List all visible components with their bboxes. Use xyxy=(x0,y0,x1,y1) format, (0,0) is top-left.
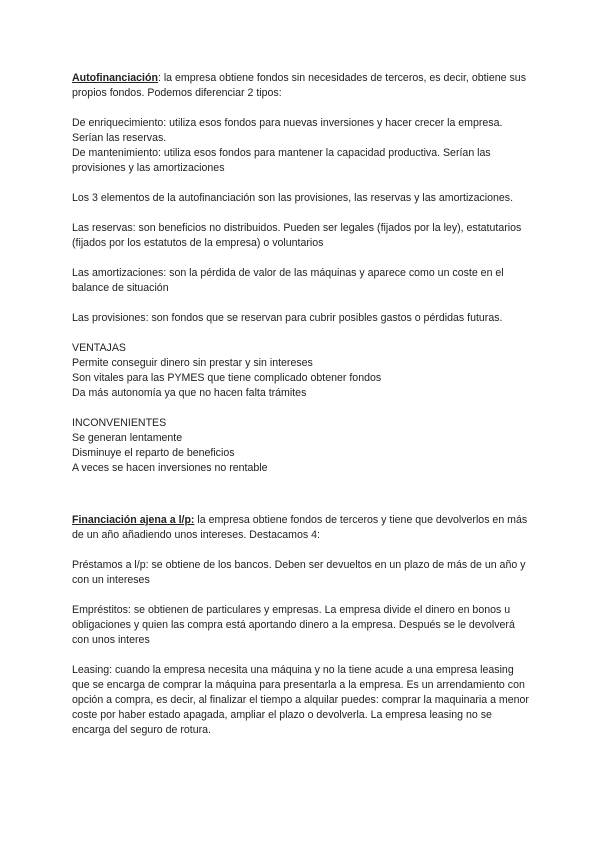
list-item: Da más autonomía ya que no hacen falta trámites xyxy=(72,387,307,399)
inconvenientes-title: INCONVENIENTES xyxy=(72,417,167,429)
leasing-paragraph: Leasing: cuando la empresa necesita una máquina y no la tiene acude a una empresa leasing que se encarga de comprar la máquina para presentarla a la empresa. Es un arrendamiento con opción a compra, es decir, al finalizar el tiempo a alquilar puedes: comprar la maquinaria a menor coste por haber estado apagada, ampliar el plazo o devolverla. La empresa leasing no se encarga del seguro de rotura. xyxy=(72,664,529,736)
financiacion-ajena-intro xyxy=(72,513,532,543)
enriquecimiento-paragraph: De enriquecimiento: utiliza esos fondos para nuevas inversiones y hacer crecer la empresa. Serían las reservas. xyxy=(72,117,503,144)
financiacion-ajena-intro-text: la empresa obtiene fondos de terceros y tiene que devolverlos en más de un año añadiendo unos intereses. Destacamos 4: xyxy=(72,514,528,541)
ventajas-title: VENTAJAS xyxy=(72,342,126,354)
document-body xyxy=(72,71,532,753)
list-item: Se generan lentamente xyxy=(72,432,183,444)
emprestitos-paragraph: Empréstitos: se obtienen de particulares y empresas. La empresa divide el dinero en bonos u obligaciones y quien las compra está aportando dinero a la empresa. Después se le devolverá con unos interes xyxy=(72,604,515,646)
amortizaciones-paragraph: Las amortizaciones: son la pérdida de valor de las máquinas y aparece como un coste en el balance de situación xyxy=(72,267,504,294)
provisiones-paragraph: Las provisiones: son fondos que se reservan para cubrir posibles gastos o pérdidas futuras. xyxy=(72,312,503,324)
list-item: Son vitales para las PYMES que tiene complicado obtener fondos xyxy=(72,372,382,384)
mantenimiento-paragraph: De mantenimiento: utiliza esos fondos para mantener la capacidad productiva. Serían las provisiones y las amortizaciones xyxy=(72,147,491,174)
elementos-paragraph: Los 3 elementos de la autofinanciación son las provisiones, las reservas y las amortizaciones. xyxy=(72,192,514,204)
inconvenientes-list xyxy=(72,416,532,476)
prestamos-paragraph: Préstamos a l/p: se obtiene de los bancos. Deben ser devueltos en un plazo de más de un año y con un intereses xyxy=(72,559,526,586)
list-item: Disminuye el reparto de beneficios xyxy=(72,447,235,459)
ventajas-list xyxy=(72,341,532,401)
list-item: Permite conseguir dinero sin prestar y sin intereses xyxy=(72,357,313,369)
autofinanciacion-intro-text: : la empresa obtiene fondos sin necesidades de terceros, es decir, obtiene sus propios fondos. Podemos diferenciar 2 tipos: xyxy=(72,72,526,99)
section-spacer xyxy=(72,491,532,513)
reservas-paragraph: Las reservas: son beneficios no distribuidos. Pueden ser legales (fijados por la ley), estatutarios (fijados por los estatutos de la empresa) o voluntarios xyxy=(72,222,522,249)
autofinanciacion-intro xyxy=(72,71,532,101)
autofinanciacion-heading: Autofinanciación xyxy=(72,72,158,84)
financiacion-ajena-heading: Financiación ajena a l/p: xyxy=(72,514,195,526)
list-item: A veces se hacen inversiones no rentable xyxy=(72,462,268,474)
